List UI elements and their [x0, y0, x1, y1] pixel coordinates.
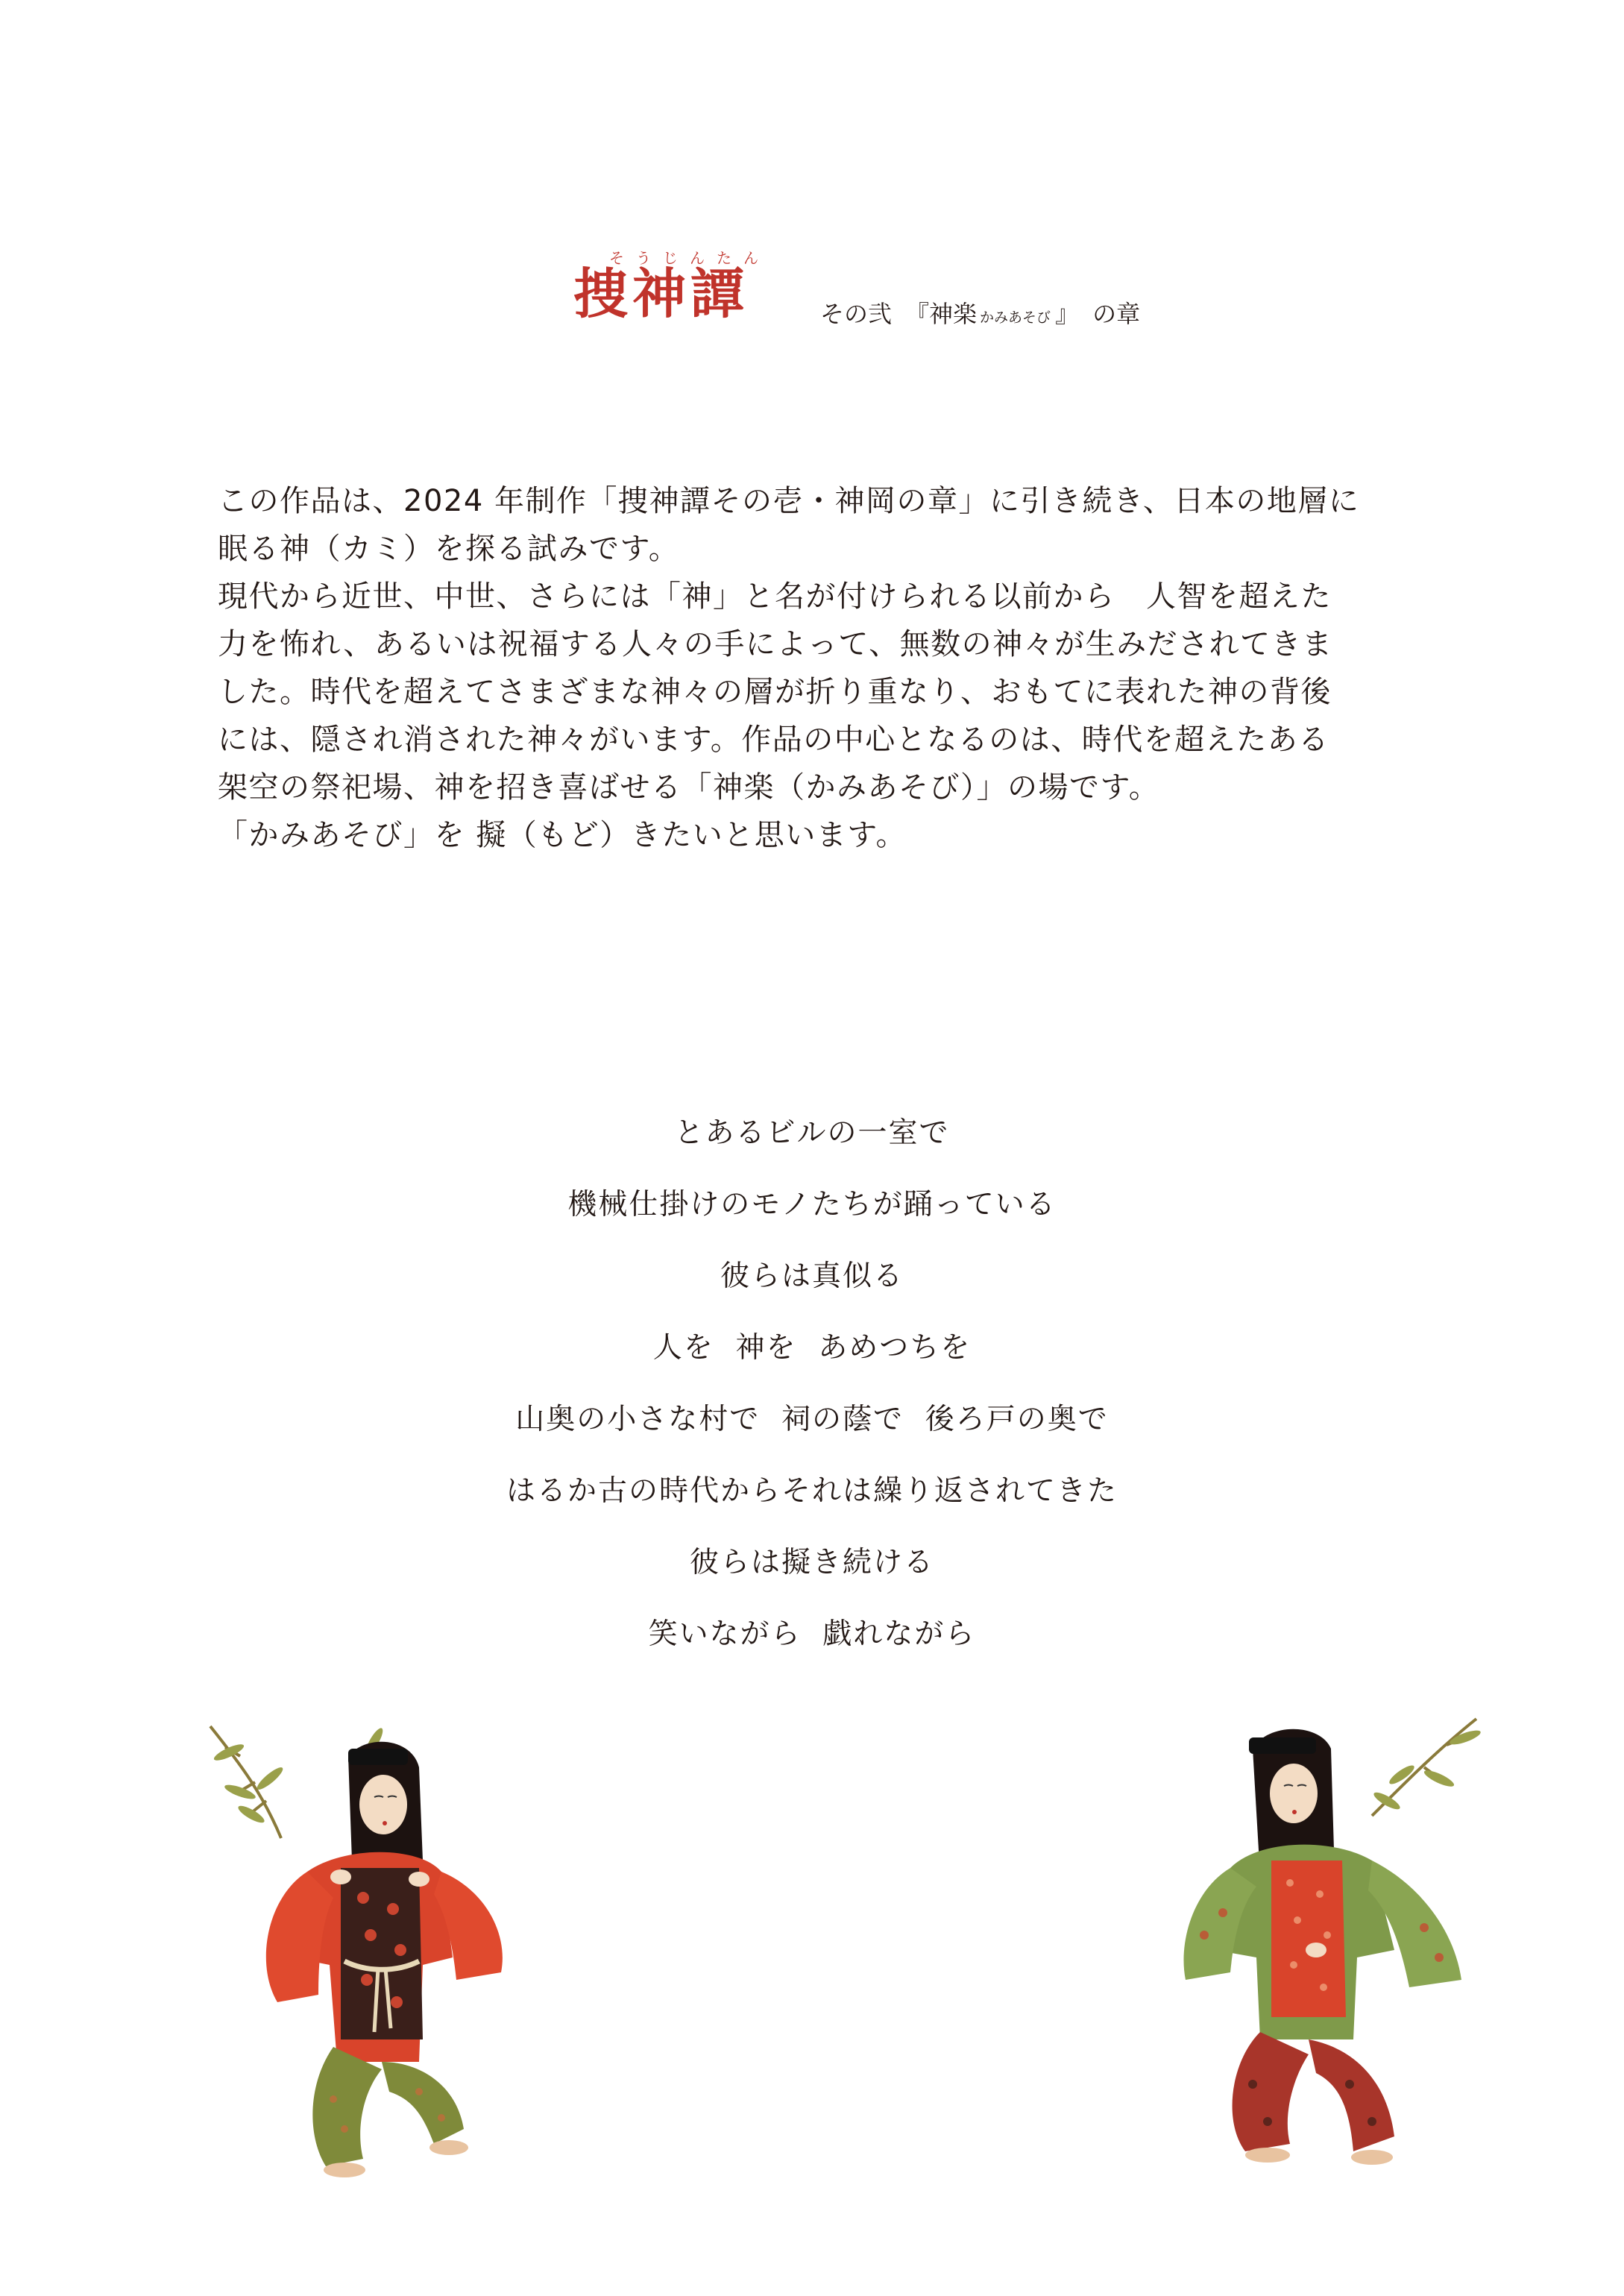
intro-line: 眠る神（カミ）を探る試みです。	[218, 532, 680, 566]
subtitle-word: 神楽	[929, 300, 978, 328]
poem-line: はるか古の時代からそれは繰り返されてきた	[506, 1474, 1118, 1508]
intro-line: 架空の祭祀場、神を招き喜ばせる「神楽（かみあそび）」の場です。	[218, 770, 1160, 805]
intro-line: この作品は、2024 年制作「捜神譚その壱・神岡の章」に引き続き、日本の地層に	[218, 484, 1360, 518]
poem-line: 彼らは擬き続ける	[689, 1546, 934, 1579]
intro-line: には、隠され消された神々がいます。作品の中心となるのは、時代を超えたある	[218, 723, 1329, 757]
intro-line: した。時代を超えてさまざまな神々の層が折り重なり、おもてに表れた神の背後	[218, 675, 1332, 709]
title-ruby: そうじんたん	[609, 249, 770, 267]
subtitle-reading: かみあそび	[980, 309, 1051, 326]
intro-line: 「かみあそび」を 擬（もど）きたいと思います。	[218, 818, 907, 852]
subtitle-open-quote: 『	[905, 300, 930, 328]
left-dancer-illustration	[195, 1711, 546, 2204]
poem-line: 笑いながら 戯れながら	[648, 1617, 976, 1651]
title-block	[574, 246, 1394, 350]
poem-line: 機械仕掛けのモノたちが踊っている	[567, 1188, 1057, 1221]
poem-line: 彼らは真似る	[720, 1259, 904, 1293]
subtitle-prefix: その弐	[820, 300, 893, 328]
poem-line: 山奥の小さな村で 祠の蔭で 後ろ戸の奥で	[515, 1403, 1109, 1436]
main-title: 捜神譚	[574, 262, 749, 325]
right-dancer-illustration	[1171, 1704, 1499, 2196]
poem-line: とあるビルの一室で	[674, 1116, 950, 1150]
poem	[0, 1115, 1624, 1688]
subtitle-suffix: の章	[1092, 300, 1141, 328]
intro-text	[218, 477, 1485, 859]
intro-line: 力を怖れ、あるいは祝福する人々の手によって、無数の神々が生みだされてきま	[218, 627, 1333, 661]
subtitle	[820, 302, 1140, 326]
intro-line: 現代から近世、中世、さらには「神」と名が付けられる以前から 人智を超えた	[218, 579, 1332, 614]
subtitle-close-quote: 』	[1055, 300, 1080, 328]
poem-line: 人を 神を あめつちを	[652, 1331, 972, 1365]
